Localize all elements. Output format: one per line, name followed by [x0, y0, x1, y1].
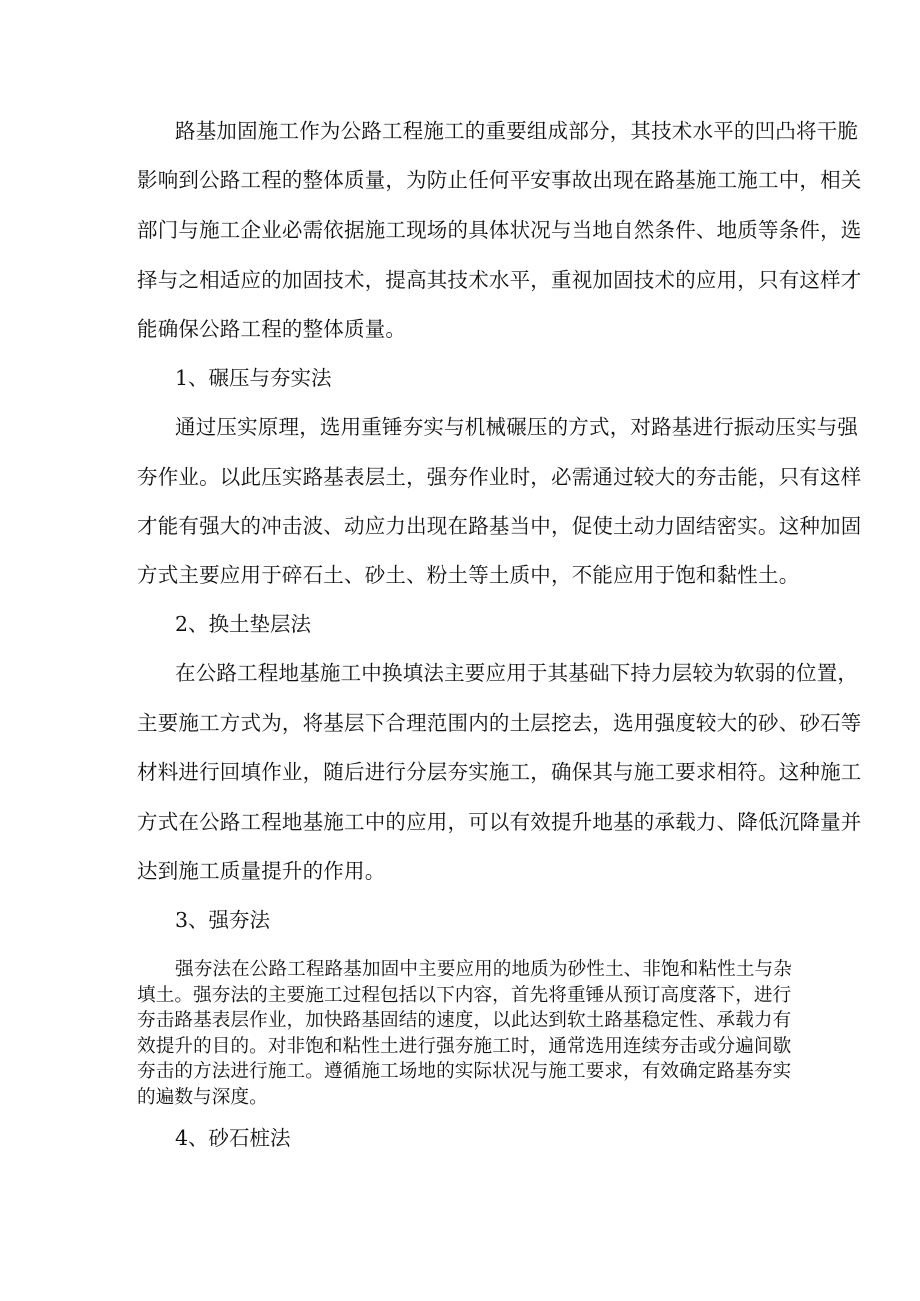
paragraph-line: 夯击的方法进行施工。遵循施工场地的实际状况与施工要求，有效确定路基夯实 [137, 1061, 792, 1082]
section-heading-4: 4、砂石桩法 [175, 1126, 291, 1150]
paragraph-line: 夯作业。以此压实路基表层土，强夯作业时，必需通过较大的夯击能，只有这样 [137, 465, 862, 489]
paragraph-line: 方式在公路工程地基施工中的应用，可以有效提升地基的承载力、降低沉降量并 [137, 810, 862, 834]
paragraph-line: 填土。强夯法的主要施工过程包括以下内容，首先将重锤从预订高度落下，进行 [137, 985, 792, 1006]
paragraph-line: 影响到公路工程的整体质量，为防止任何平安事故出现在路基施工施工中，相关 [137, 168, 862, 192]
paragraph-line: 通过压实原理，选用重锤夯实与机械碾压的方式，对路基进行振动压实与强 [175, 415, 859, 439]
paragraph-line: 择与之相适应的加固技术，提高其技术水平，重视加固技术的应用，只有这样才 [137, 268, 862, 292]
paragraph-line: 夯击路基表层作业，加快路基固结的速度，以此达到软土路基稳定性、承载力有 [137, 1010, 792, 1031]
section-heading-3: 3、强夯法 [175, 908, 271, 932]
section-heading-2: 2、换土垫层法 [175, 612, 312, 636]
paragraph-line: 强夯法在公路工程路基加固中主要应用的地质为砂性土、非饱和粘性土与杂 [175, 959, 792, 980]
paragraph-line: 达到施工质量提升的作用。 [137, 859, 386, 883]
paragraph-line: 路基加固施工作为公路工程施工的重要组成部分，其技术水平的凹凸将干脆 [175, 119, 859, 143]
section-heading-1: 1、碾压与夯实法 [175, 366, 332, 390]
paragraph-line: 主要施工方式为，将基层下合理范围内的土层挖去，选用强度较大的砂、砂石等 [137, 711, 862, 735]
paragraph-line: 的遍数与深度。 [137, 1087, 268, 1108]
paragraph-line: 能确保公路工程的整体质量。 [137, 317, 407, 341]
paragraph-line: 在公路工程地基施工中换填法主要应用于其基础下持力层较为软弱的位置， [175, 661, 859, 685]
paragraph-line: 部门与施工企业必需依据施工现场的具体状况与当地自然条件、地质等条件，选 [137, 218, 862, 242]
paragraph-line: 效提升的目的。对非饱和粘性土进行强夯施工时，通常选用连续夯击或分遍间歇 [137, 1036, 792, 1057]
paragraph-line: 方式主要应用于碎石土、砂土、粉土等土质中，不能应用于饱和黏性土。 [137, 563, 800, 587]
paragraph-line: 材料进行回填作业，随后进行分层夯实施工，确保其与施工要求相符。这种施工 [137, 760, 862, 784]
paragraph-line: 才能有强大的冲击波、动应力出现在路基当中，促使土动力固结密实。这种加固 [137, 514, 862, 538]
